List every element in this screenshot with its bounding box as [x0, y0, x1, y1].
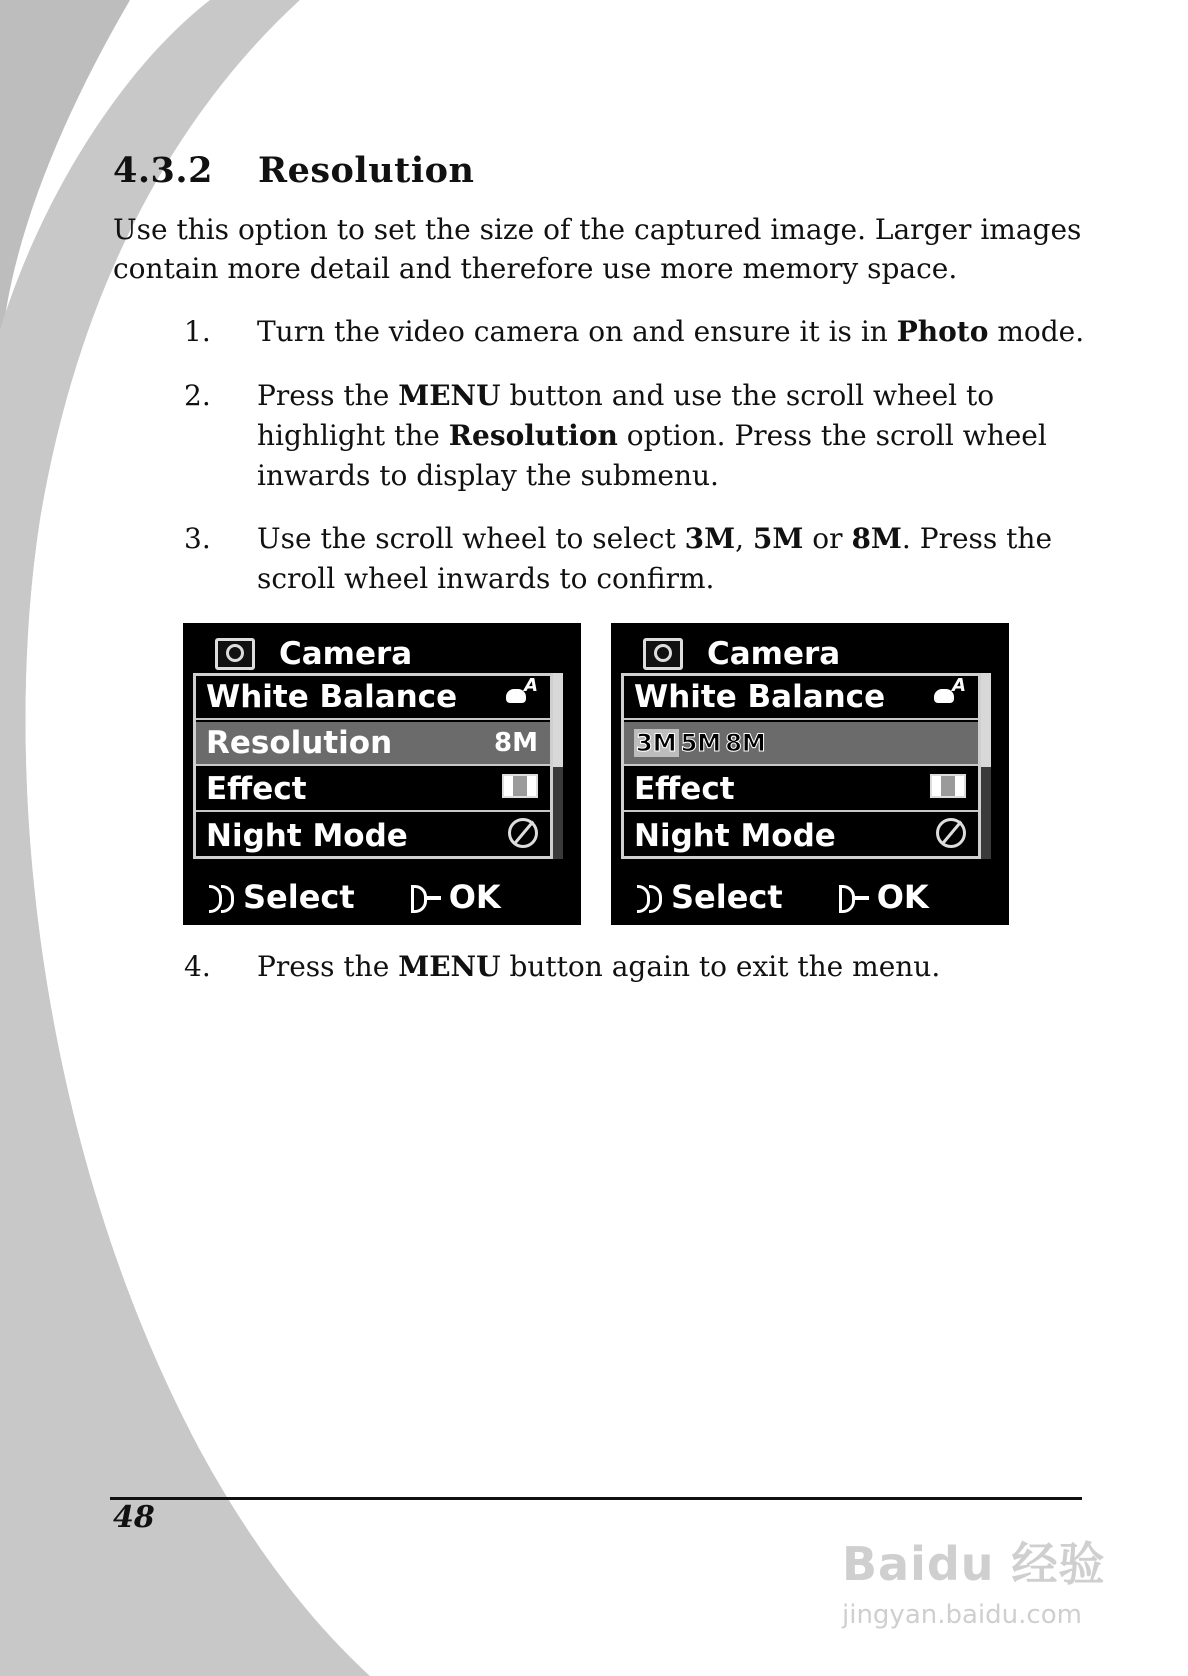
menu-scrollbar[interactable]	[981, 673, 991, 859]
footer-select-label: Select	[243, 878, 355, 916]
footer-ok-label: OK	[876, 878, 929, 916]
effect-icon	[502, 774, 538, 798]
night-mode-off-icon	[508, 818, 538, 848]
watermark-url: jingyan.baidu.com	[842, 1600, 1082, 1630]
footer-ok-label: OK	[448, 878, 501, 916]
scrollbar-thumb[interactable]	[553, 673, 563, 767]
footer-select-label: Select	[671, 878, 783, 916]
menu-item-resolution[interactable]: Resolution 8M	[196, 722, 550, 766]
option-3m[interactable]: 3M	[636, 729, 677, 757]
camera-menu-screen-2	[611, 623, 1009, 925]
press-wheel-icon	[839, 882, 873, 912]
section-title: Resolution	[258, 150, 475, 191]
camera-menu-screen-1	[183, 623, 581, 925]
step-number: 1.	[184, 315, 211, 348]
menu-item-night-mode[interactable]: Night Mode	[624, 814, 978, 858]
menu-list	[621, 673, 981, 859]
scroll-wheel-icon	[209, 882, 235, 912]
step-text: Turn the video camera on and ensure it is in Photo mode.	[257, 315, 1085, 348]
camera-icon	[643, 638, 683, 670]
section-number: 4.3.2	[113, 150, 213, 191]
menu-list	[193, 673, 553, 859]
scrollbar-thumb[interactable]	[981, 673, 991, 767]
footer-rule	[110, 1497, 1082, 1500]
intro-paragraph: Use this option to set the size of the captured image. Larger images contain more detail and therefore use more memory space.	[113, 213, 1082, 285]
step-number: 2.	[184, 379, 211, 412]
section-heading	[113, 150, 474, 191]
white-balance-auto-icon	[504, 679, 538, 709]
screen-footer	[209, 877, 569, 917]
menu-item-effect[interactable]: Effect	[196, 768, 550, 812]
scroll-wheel-icon	[637, 882, 663, 912]
step-text: Press the MENU button again to exit the menu.	[257, 950, 941, 983]
option-8m[interactable]: 8M	[725, 729, 766, 757]
step-text: Press the MENU button and use the scroll wheel to highlight the Resolution option. Press the scroll wheel inwards to display the submenu.	[257, 379, 1047, 492]
screen-title: Camera	[643, 632, 840, 676]
option-5m[interactable]: 5M	[680, 729, 722, 757]
menu-item-white-balance[interactable]: White Balance A	[196, 676, 550, 720]
step-number: 4.	[184, 950, 211, 983]
menu-item-white-balance[interactable]: White Balance A	[624, 676, 978, 720]
night-mode-off-icon	[936, 818, 966, 848]
press-wheel-icon	[411, 882, 445, 912]
screen-title: Camera	[215, 632, 412, 676]
effect-icon	[930, 774, 966, 798]
resolution-submenu	[624, 722, 978, 766]
menu-scrollbar[interactable]	[553, 673, 563, 859]
step-number: 3.	[184, 522, 211, 555]
resolution-value: 8M	[494, 728, 538, 758]
menu-item-effect[interactable]: Effect	[624, 768, 978, 812]
camera-icon	[215, 638, 255, 670]
menu-item-night-mode[interactable]: Night Mode	[196, 814, 550, 858]
step-text: Use the scroll wheel to select 3M, 5M or 8M. Press the scroll wheel inwards to confirm.	[257, 522, 1053, 595]
baidu-watermark	[842, 1528, 1122, 1638]
white-balance-auto-icon	[932, 679, 966, 709]
screen-footer	[637, 877, 997, 917]
watermark-brand: Baidu 经验	[842, 1537, 1106, 1591]
page-number: 48	[113, 1500, 155, 1535]
